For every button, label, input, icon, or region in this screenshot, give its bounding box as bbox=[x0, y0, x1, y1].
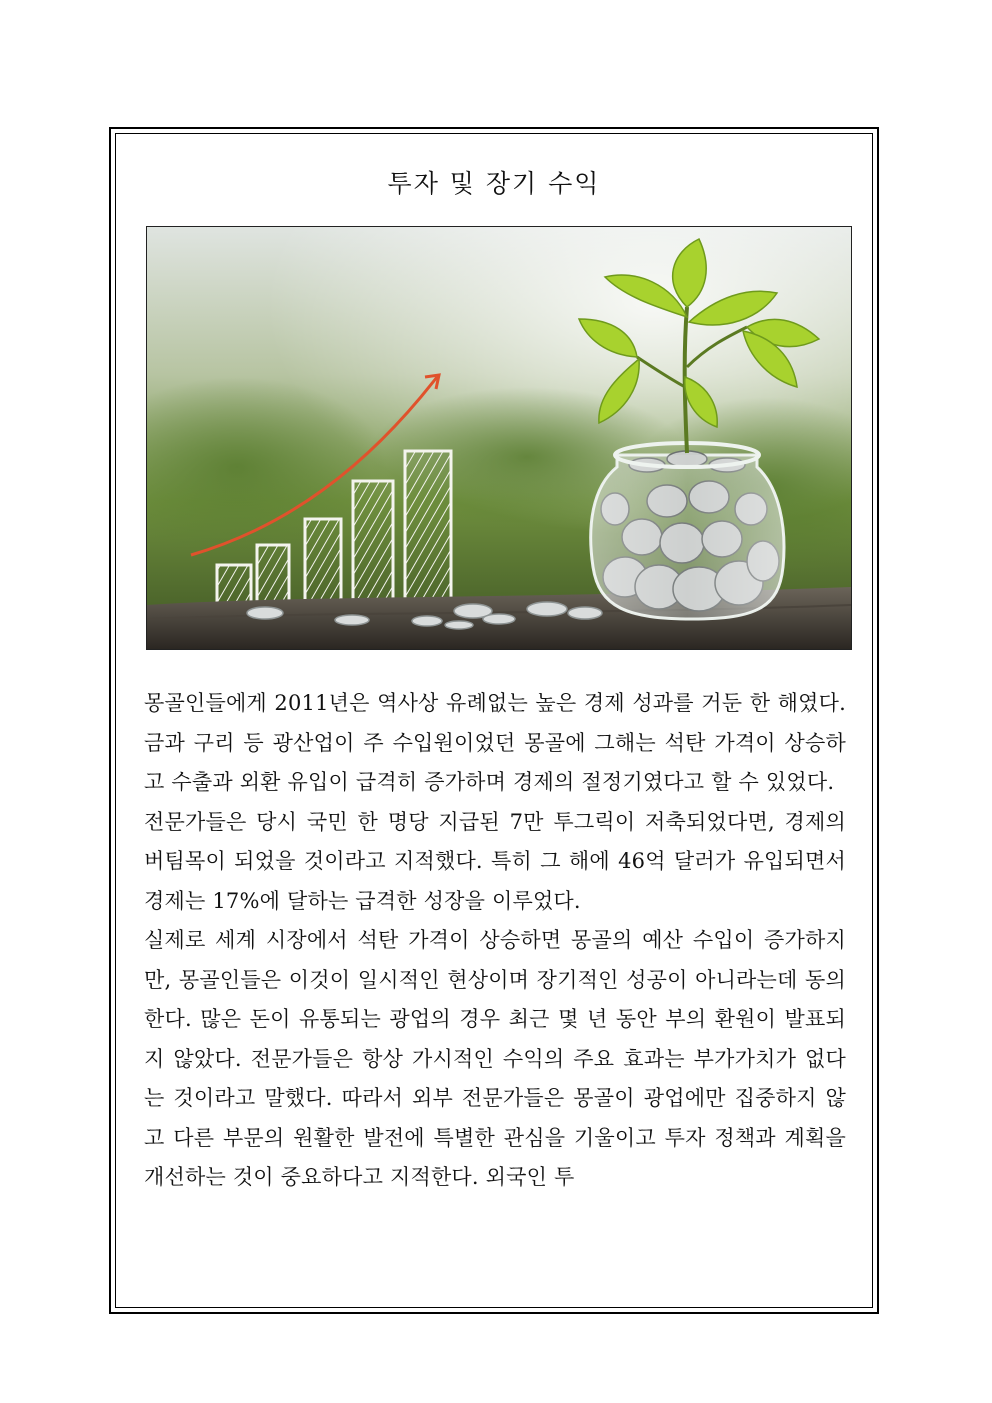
page-title: 투자 및 장기 수익 bbox=[387, 169, 601, 198]
paragraph-2: 전문가들은 당시 국민 한 명당 지급된 7만 투그릭이 저축되었다면, 경제의 버팀목이 되었을 것이라고 지적했다. 특히 그 해에 46억 달러가 유입되면서 경제는 17%에 달하는 급격한 성장을 이루었다. bbox=[144, 809, 846, 913]
illustration-coin-jar-plant bbox=[146, 226, 852, 650]
article-body bbox=[144, 684, 846, 1198]
page-frame-inner bbox=[115, 133, 873, 1308]
paragraph-3: 실제로 세계 시장에서 석탄 가격이 상승하면 몽골의 예산 수입이 증가하지만, 몽골인들은 이것이 일시적인 현상이며 장기적인 성공이 아니라는데 동의한다. 많은 돈이 유통되는 광업의 경우 최근 몇 년 동안 부의 환원이 발표되지 않았다. 전문가들은 항상 가시적인 수익의 주요 효과는 부가가치가 없다는 것이라고 말했다. 따라서 외부 전문가들은 몽골이 광업에만 집중하지 않고 다른 부문의 원활한 발전에 특별한 관심을 기울이고 투자 정책과 계획을 개선하는 것이 중요하다고 지적한다. 외국인 투 bbox=[144, 928, 846, 1189]
paragraph-1: 몽골인들에게 2011년은 역사상 유례없는 높은 경제 성과를 거둔 한 해였다. 금과 구리 등 광산업이 주 수입원이었던 몽골에 그해는 석탄 가격이 상승하고 수출과 외환 유입이 급격히 증가하며 경제의 절정기였다고 할 수 있었다. bbox=[144, 691, 846, 794]
page-frame-outer bbox=[109, 127, 879, 1314]
coin-jar bbox=[591, 443, 784, 619]
illustration-svg bbox=[147, 227, 851, 649]
